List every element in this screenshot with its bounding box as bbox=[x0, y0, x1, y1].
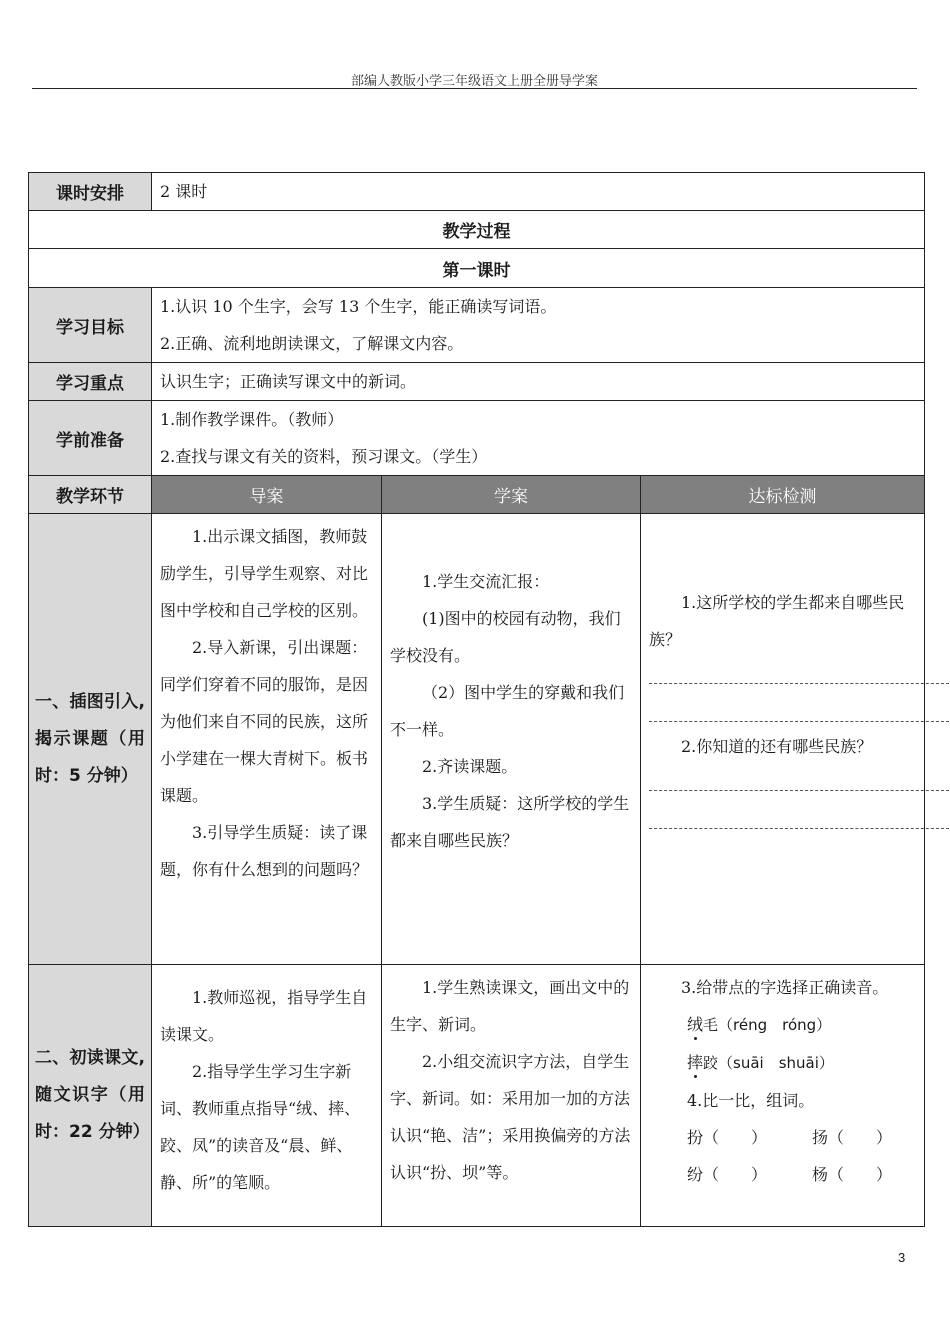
schedule-value: 2 课时 bbox=[152, 173, 925, 211]
answer-blank[interactable] bbox=[649, 827, 949, 829]
check-question-4: 4.比一比，组词。 bbox=[687, 1091, 815, 1110]
header-rule bbox=[32, 88, 917, 89]
col-header-guide: 导案 bbox=[152, 476, 382, 514]
study-paragraph: (1)图中的校园有动物，我们学校没有。 bbox=[390, 609, 621, 665]
check-question-1: 1.这所学校的学生都来自哪些民族？ bbox=[649, 592, 905, 649]
col-header-check: 达标检测 bbox=[641, 476, 925, 514]
check-question-2: 2.你知道的还有哪些民族？ bbox=[681, 736, 873, 756]
process-title: 教学过程 bbox=[29, 211, 925, 249]
section1-stage: 一、插图引入,揭示课题（用时：5 分钟） bbox=[29, 514, 152, 965]
study-paragraph: 2.小组交流识字方法，自学生字、新词。如：采用加一加的方法认识“艳、洁”；采用换偏旁的方法认识“扮、坝”等。 bbox=[390, 1052, 631, 1182]
check-question-3: 3.给带点的字选择正确读音。 bbox=[681, 978, 889, 997]
goals-content bbox=[152, 288, 925, 363]
prep-line: 2.查找与课文有关的资料，预习课文。（学生） bbox=[160, 447, 488, 466]
lesson-plan-table bbox=[28, 172, 925, 1227]
guide-paragraph: 2.导入新课，引出课题：同学们穿着不同的服饰，是因为他们来自不同的民族，这所小学建在一棵大青树下。板书课题。 bbox=[160, 638, 369, 805]
answer-blank[interactable] bbox=[649, 789, 949, 791]
compare-item: 纷（ ） bbox=[687, 1165, 768, 1184]
section2-guide bbox=[152, 965, 382, 1227]
schedule-label: 课时安排 bbox=[29, 173, 152, 211]
prep-content bbox=[152, 401, 925, 476]
section2-stage: 二、初读课文,随文识字（用时：22 分钟） bbox=[29, 965, 152, 1227]
compare-row bbox=[649, 1119, 916, 1156]
section1-study bbox=[382, 514, 641, 965]
section1-guide bbox=[152, 514, 382, 965]
page-number: 3 bbox=[898, 1250, 906, 1265]
dotted-char: 摔 bbox=[687, 1053, 704, 1072]
pinyin-item bbox=[649, 1044, 916, 1082]
guide-paragraph: 1.出示课文插图，教师鼓励学生，引导学生观察、对比图中学校和自己学校的区别。 bbox=[160, 527, 369, 620]
pinyin-options: 毛（réng róng） bbox=[703, 1016, 832, 1034]
prep-line: 1.制作教学课件。（教师） bbox=[160, 410, 344, 429]
prep-label: 学前准备 bbox=[29, 401, 152, 476]
compare-item: 扮（ ） bbox=[687, 1128, 768, 1147]
section2-check bbox=[641, 965, 925, 1227]
dotted-char: 绒 bbox=[687, 1015, 704, 1034]
goals-label: 学习目标 bbox=[29, 288, 152, 363]
pinyin-item bbox=[649, 1006, 916, 1044]
study-paragraph: 1.学生熟读课文，画出文中的生字、新词。 bbox=[390, 978, 630, 1034]
answer-blank[interactable] bbox=[649, 682, 949, 684]
section2-study bbox=[382, 965, 641, 1227]
study-paragraph: 3.学生质疑：这所学校的学生都来自哪些民族？ bbox=[390, 794, 630, 850]
guide-paragraph: 2.指导学生学习生字新词、教师重点指导“绒、摔、跤、凤”的读音及“晨、鲜、静、所”的笔顺。 bbox=[160, 1062, 361, 1192]
page-header: 部编人教版小学三年级语文上册全册导学案 bbox=[350, 74, 598, 89]
study-paragraph: 1.学生交流汇报： bbox=[422, 572, 550, 591]
compare-item: 扬（ ） bbox=[812, 1128, 893, 1147]
answer-blank[interactable] bbox=[649, 720, 949, 722]
guide-paragraph: 3.引导学生质疑：读了课题，你有什么想到的问题吗？ bbox=[160, 823, 369, 879]
goal-line: 2.正确、流利地朗读课文，了解课文内容。 bbox=[160, 334, 464, 353]
focus-value: 认识生字；正确读写课文中的新词。 bbox=[152, 363, 925, 401]
pinyin-options: 跤（suāi shuāi） bbox=[703, 1054, 834, 1072]
guide-paragraph: 1.教师巡视，指导学生自读课文。 bbox=[160, 988, 368, 1044]
compare-row bbox=[649, 1156, 916, 1193]
study-paragraph: （2）图中学生的穿戴和我们不一样。 bbox=[390, 683, 625, 739]
study-paragraph: 2.齐读课题。 bbox=[422, 757, 518, 776]
col-header-stage: 教学环节 bbox=[29, 476, 152, 514]
focus-label: 学习重点 bbox=[29, 363, 152, 401]
section1-check bbox=[641, 514, 925, 965]
col-header-study: 学案 bbox=[382, 476, 641, 514]
goal-line: 1.认识 10 个生字，会写 13 个生字，能正确读写词语。 bbox=[160, 297, 557, 316]
period-title: 第一课时 bbox=[29, 249, 925, 288]
compare-item: 杨（ ） bbox=[812, 1165, 893, 1184]
